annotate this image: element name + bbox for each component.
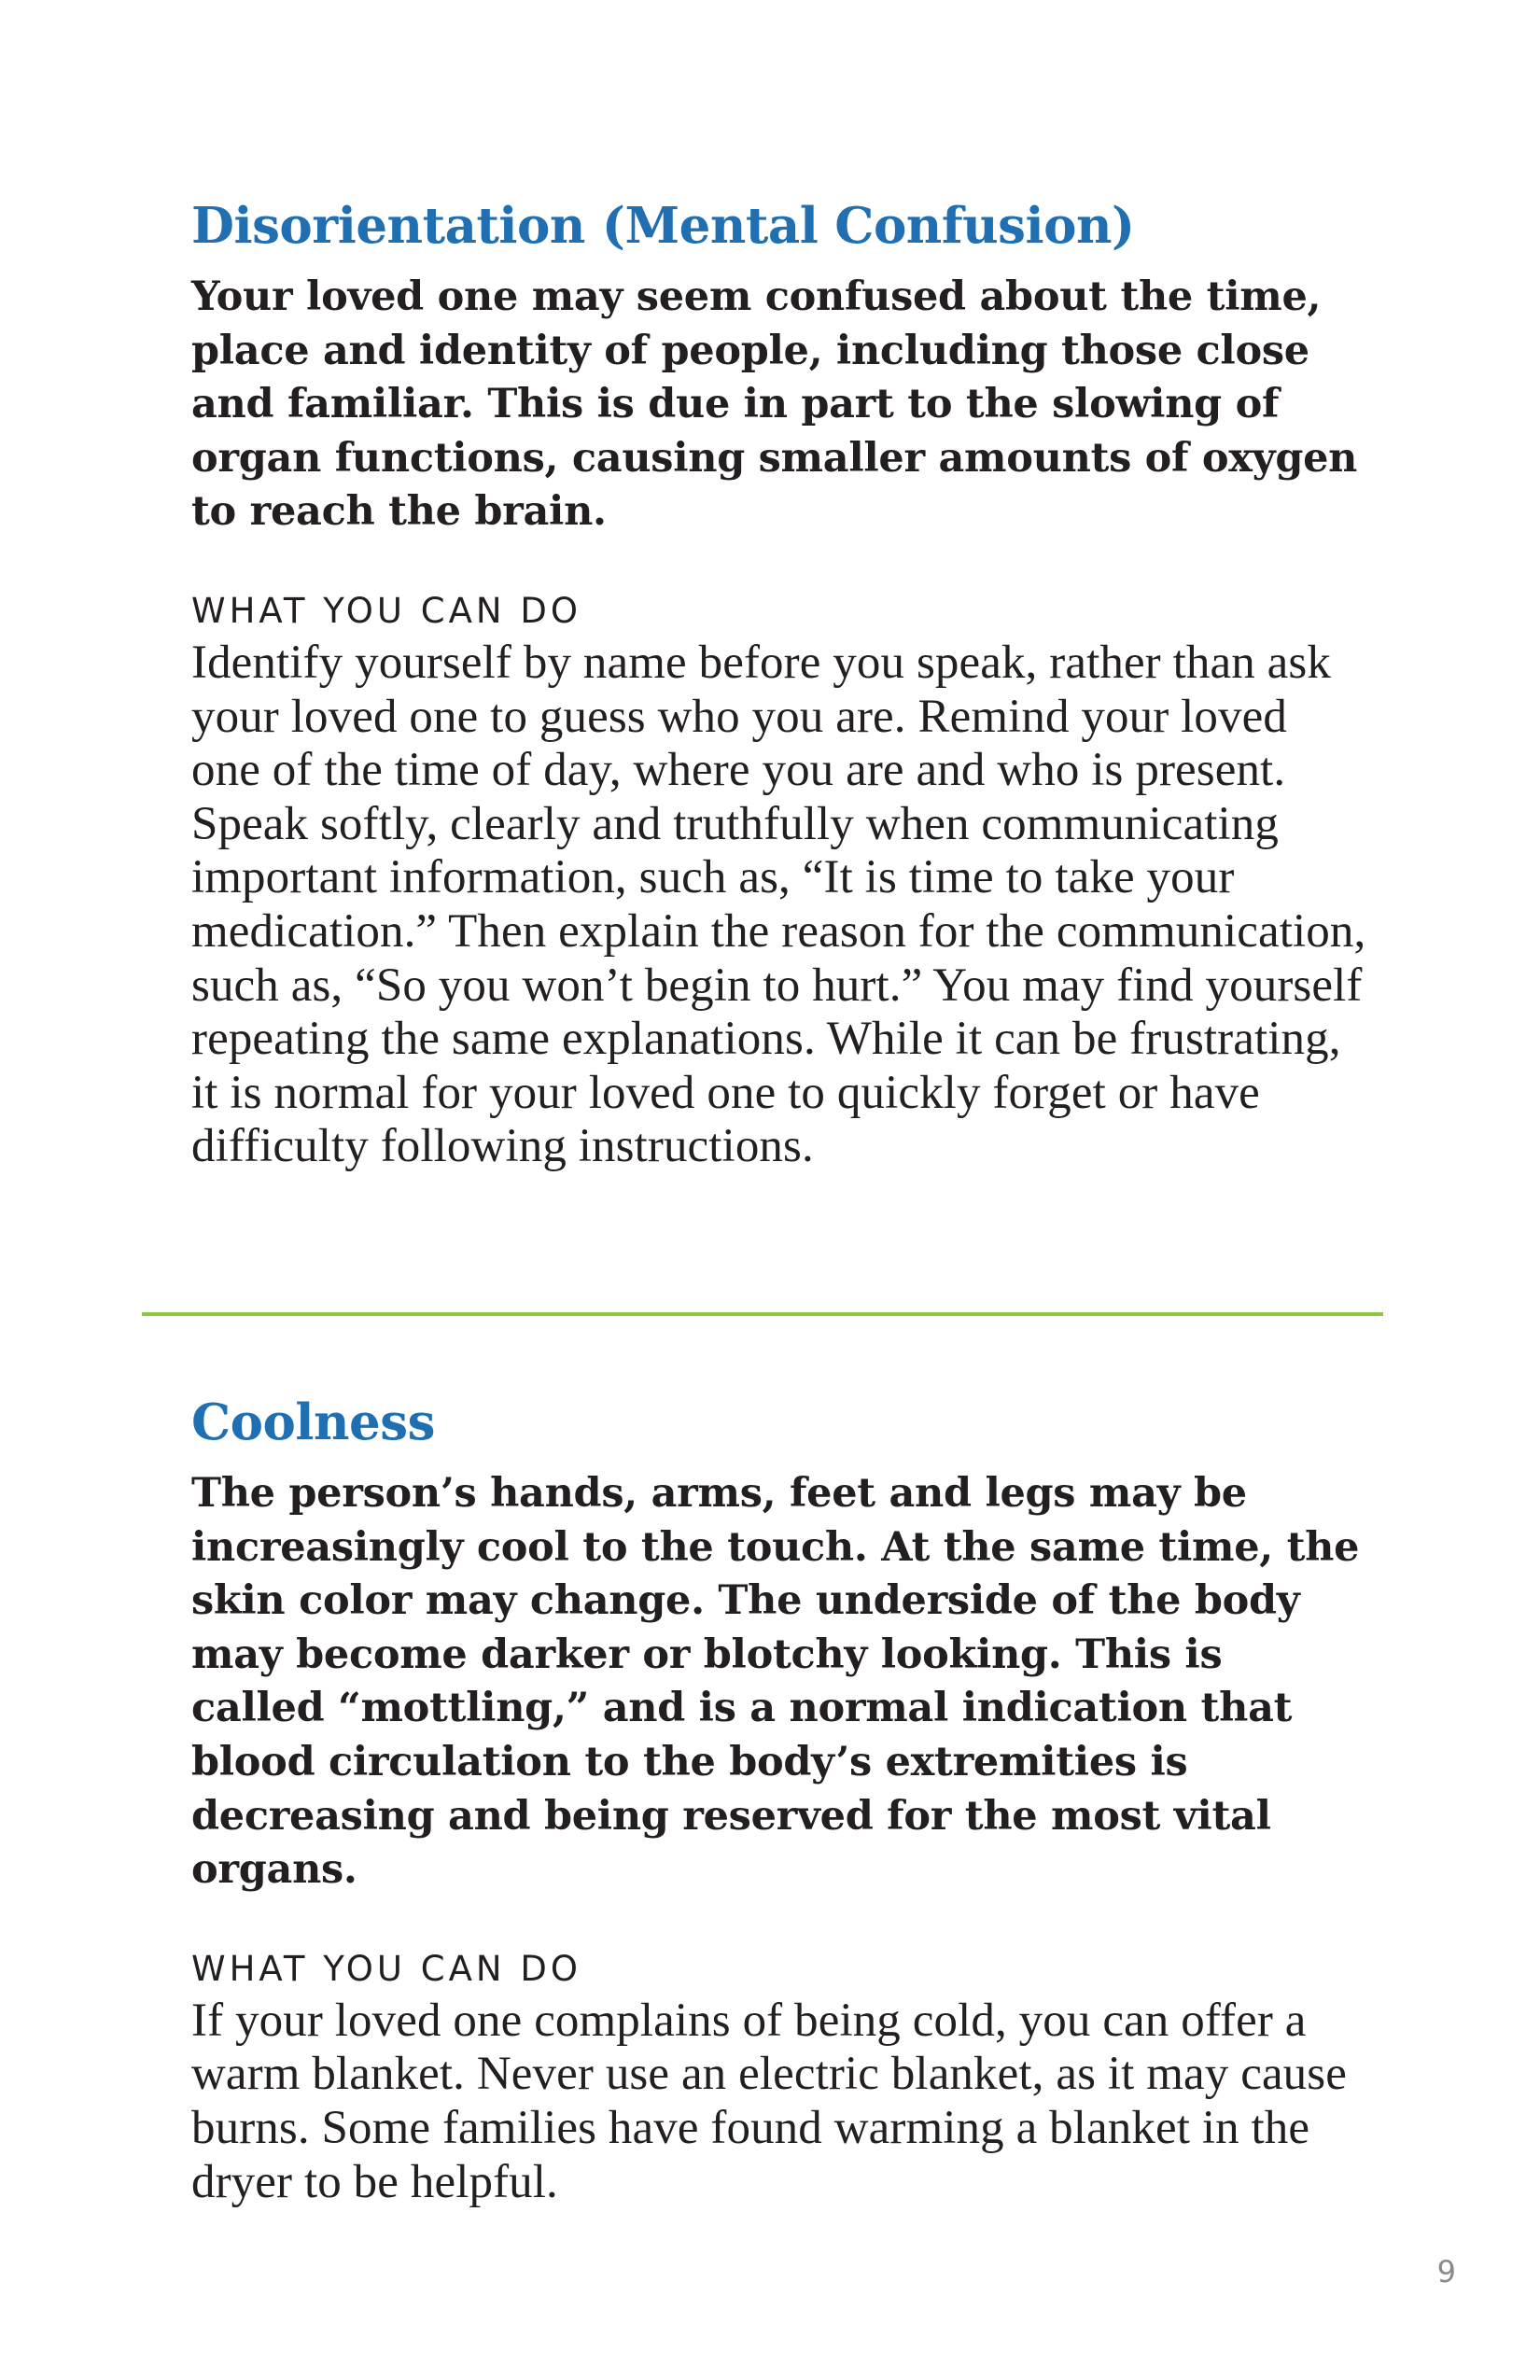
section-heading: Coolness [191,1393,435,1451]
what-you-can-do-label: WHAT YOU CAN DO [191,590,581,631]
page-number: 9 [1436,2254,1456,2289]
section-disorientation [191,194,1367,1174]
section-intro: The person’s hands, arms, feet and legs may be increasingly cool to the touch. At the same time, the skin color may change. The underside of the body may become darker or blotchy looking. This is called “mottling,” and is a normal indication that blood circulation to the body’s extremities is decreasing and being reserved for the most vital organs. [191,1470,1360,1894]
what-you-can-do-text: If your loved one complains of being cold, you can offer a warm blanket. Never use an electric blanket, as it may cause burns. Some families have found warming a blanket in the dryer to be helpful. [191,1994,1347,2208]
what-you-can-do-label: WHAT YOU CAN DO [191,1948,581,1989]
section-intro: Your loved one may seem confused about the time, place and identity of people, including those close and familiar. This is due in part to the slowing of organ functions, causing smaller amounts of oxygen to reach the brain. [191,273,1358,536]
section-divider [142,1312,1383,1316]
section-heading: Disorientation (Mental Confusion) [191,197,1135,255]
section-coolness [191,1391,1367,2209]
what-you-can-do-text: Identify yourself by name before you speak, rather than ask your loved one to guess who you are. Remind your loved one of the time of day, where you are and who is present. Speak softly, clearly and truthfully when communicating important information, such as, “It is time to take your medication.” Then explain the reason for the communication, such as, “So you won’t begin to hurt.” You may find yourself repeating the same explanations. While it can be frustrating, it is normal for your loved one to quickly forget or have difficulty following instructions. [191,636,1366,1173]
